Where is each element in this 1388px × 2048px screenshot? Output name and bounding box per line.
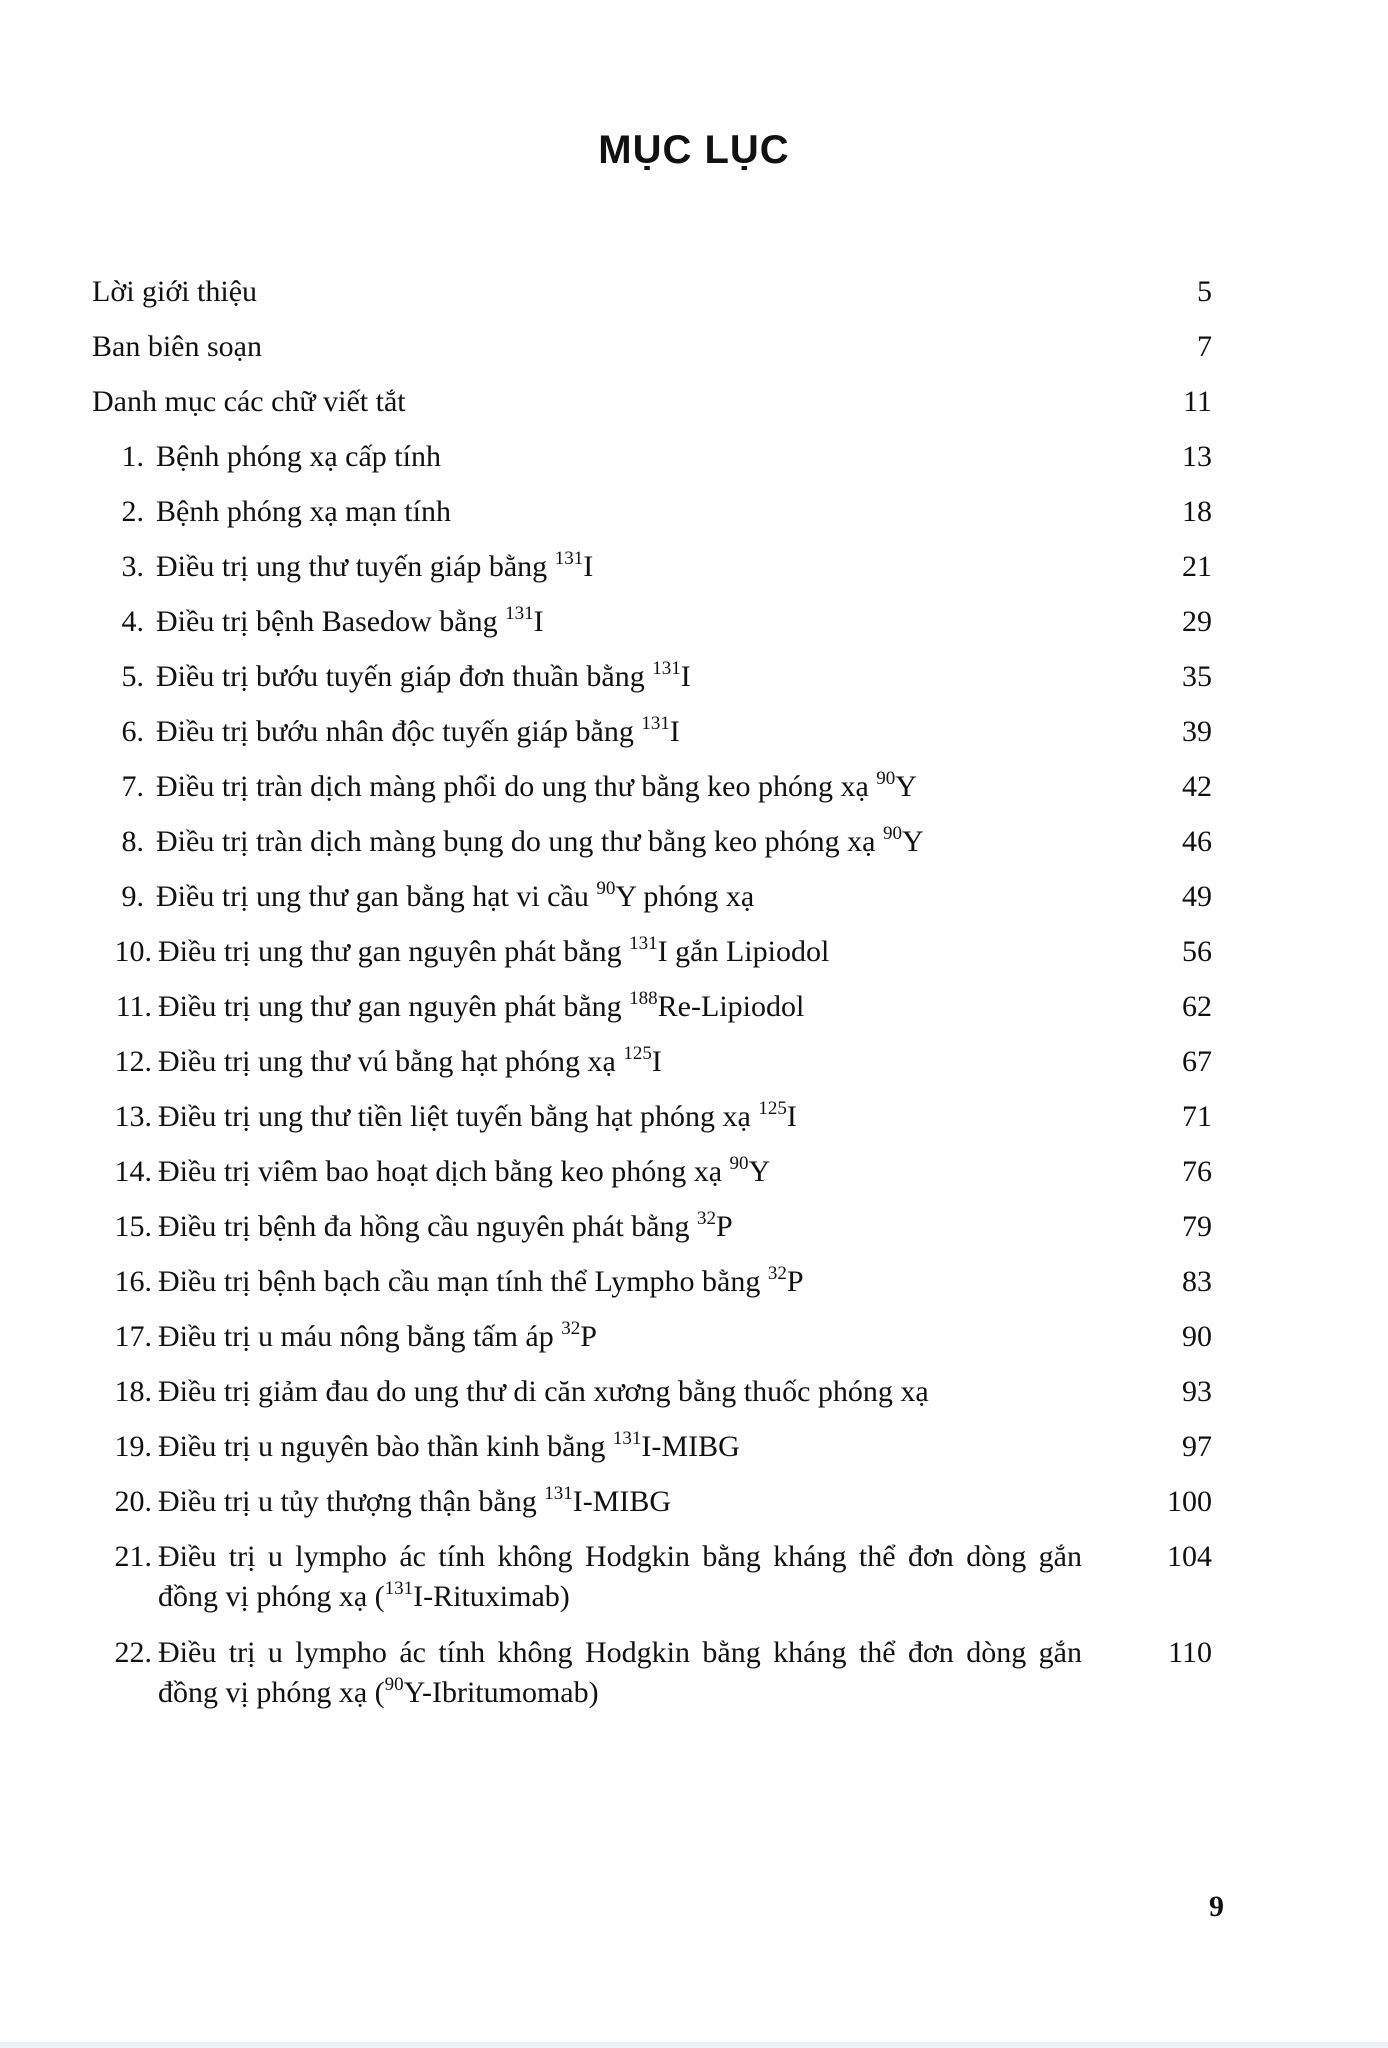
toc-entry-title	[158, 1317, 1122, 1357]
title-text: Điều trị ung thư gan nguyên phát bằng	[158, 935, 630, 968]
toc-entry-number: 4.	[121, 605, 144, 638]
toc-entry	[92, 987, 1212, 1042]
title-text: Điều trị bệnh bạch cầu mạn tính thể Lympho bằng	[158, 1265, 768, 1298]
toc-entry-page: 46	[1182, 825, 1212, 858]
toc-entry	[92, 1427, 1212, 1482]
title-suffix: I	[583, 550, 594, 583]
toc-entry-number: 7.	[121, 770, 144, 803]
title-suffix: Y phóng xạ	[615, 880, 755, 913]
isotope-mass-number: 188	[629, 988, 658, 1009]
toc-entry	[92, 657, 1212, 712]
title-suffix: P	[786, 1265, 804, 1298]
toc-entry-page: 90	[1182, 1320, 1212, 1353]
title-text: Điều trị u lympho ác tính không Hodgkin bằng kháng thể đơn dòng gắn đồng vị phóng xạ (	[158, 1636, 1082, 1709]
toc-entry-number: 22.	[114, 1636, 152, 1669]
toc-entry-title	[156, 437, 1122, 477]
toc-entry-page: 110	[1168, 1636, 1212, 1669]
toc-entry-title	[158, 1537, 1122, 1617]
isotope-mass-number: 131	[384, 1578, 414, 1599]
toc-entry-title	[158, 1633, 1122, 1713]
toc-entry-title	[158, 1372, 1122, 1412]
toc-entry-page: 42	[1182, 770, 1212, 803]
toc-entry-title	[156, 822, 1122, 862]
isotope-mass-number: 131	[544, 1483, 573, 1504]
title-suffix: I-MIBG	[641, 1430, 740, 1463]
toc-entry-title	[156, 657, 1122, 697]
toc-entry-title	[156, 877, 1122, 917]
title-text: Điều trị viêm bao hoạt dịch bằng keo phóng xạ	[158, 1155, 730, 1188]
toc-entry-title	[158, 1262, 1122, 1302]
toc-entry	[92, 492, 1212, 547]
toc-entry-title	[156, 712, 1122, 752]
toc-entry-page: 18	[1182, 495, 1212, 528]
toc-entry	[92, 1317, 1212, 1372]
isotope-mass-number: 32	[561, 1318, 581, 1339]
toc-entry	[92, 1042, 1212, 1097]
toc-entry-page: 97	[1182, 1430, 1212, 1463]
toc-entry-page: 11	[1183, 385, 1212, 418]
isotope-mass-number: 125	[758, 1098, 787, 1119]
toc-entry-page: 100	[1167, 1485, 1212, 1518]
toc-entry-number: 5.	[121, 660, 144, 693]
isotope-mass-number: 125	[623, 1043, 652, 1064]
toc-entry-number: 12.	[114, 1045, 152, 1078]
toc-entry	[92, 382, 1212, 437]
toc-entry-number: 14.	[114, 1155, 152, 1188]
toc-entry	[92, 1152, 1212, 1207]
title-suffix: I	[651, 1045, 662, 1078]
toc-entry-number: 6.	[121, 715, 144, 748]
isotope-mass-number: 32	[767, 1263, 787, 1284]
toc-entry-number: 13.	[114, 1100, 152, 1133]
toc-entry-title	[156, 492, 1122, 532]
toc-entry-number: 1.	[121, 440, 144, 473]
title-text: Điều trị ung thư tiền liệt tuyến bằng hạt phóng xạ	[158, 1100, 759, 1133]
toc-entry	[92, 272, 1212, 327]
title-suffix: I	[680, 660, 691, 693]
title-suffix: Y	[901, 825, 924, 858]
toc-entry	[92, 1537, 1212, 1633]
title-text: Điều trị ung thư tuyến giáp bằng	[156, 550, 555, 583]
toc-entry	[92, 1207, 1212, 1262]
title-text: Điều trị u tủy thượng thận bằng	[158, 1485, 545, 1518]
title-text: Điều trị tràn dịch màng phổi do ung thư bằng keo phóng xạ	[156, 770, 877, 803]
title-text: Điều trị ung thư gan nguyên phát bằng	[158, 990, 630, 1023]
title-text: Điều trị u lympho ác tính không Hodgkin bằng kháng thể đơn dòng gắn đồng vị phóng xạ (	[158, 1540, 1082, 1613]
toc-entry-page: 83	[1182, 1265, 1212, 1298]
toc-entry-number: 11.	[115, 990, 152, 1023]
title-text: Điều trị giảm đau do ung thư di căn xương bằng thuốc phóng xạ	[158, 1375, 929, 1408]
isotope-mass-number: 90	[384, 1674, 404, 1695]
toc-entry-page: 56	[1182, 935, 1212, 968]
toc-entry	[92, 327, 1212, 382]
toc-entry	[92, 712, 1212, 767]
isotope-mass-number: 131	[629, 933, 658, 954]
title-suffix: I gắn Lipiodol	[657, 935, 830, 968]
title-suffix: Y	[748, 1155, 771, 1188]
toc-entry	[92, 1482, 1212, 1537]
title-text: Điều trị bệnh đa hồng cầu nguyên phát bằng	[158, 1210, 698, 1243]
toc-entry-title	[158, 987, 1122, 1027]
toc-entry-page: 104	[1167, 1540, 1212, 1573]
isotope-mass-number: 90	[882, 823, 902, 844]
toc-entry-number: 15.	[114, 1210, 152, 1243]
table-of-contents	[92, 272, 1212, 1729]
title-suffix: Y	[895, 770, 917, 803]
title-text: Điều trị ung thư gan bằng hạt vi cầu	[156, 880, 597, 913]
toc-entry-page: 62	[1182, 990, 1212, 1023]
toc-entry-title: Ban biên soạn	[92, 330, 262, 363]
toc-entry	[92, 1633, 1212, 1729]
toc-entry-number: 2.	[121, 495, 144, 528]
toc-entry-title	[158, 1042, 1122, 1082]
toc-entry	[92, 437, 1212, 492]
toc-entry-page: 71	[1182, 1100, 1212, 1133]
toc-entry-page: 35	[1182, 660, 1212, 693]
toc-entry	[92, 602, 1212, 657]
title-text: Điều trị ung thư vú bằng hạt phóng xạ	[158, 1045, 624, 1078]
toc-entry-number: 21.	[114, 1540, 152, 1573]
title-text: Điều trị tràn dịch màng bụng do ung thư bằng keo phóng xạ	[156, 825, 883, 858]
toc-entry-title	[156, 547, 1122, 587]
toc-entry-number: 9.	[121, 880, 144, 913]
toc-entry	[92, 1262, 1212, 1317]
scan-edge	[0, 2042, 1388, 2048]
toc-entry-number: 20.	[114, 1485, 152, 1518]
toc-entry	[92, 547, 1212, 602]
toc-entry-page: 21	[1182, 550, 1212, 583]
toc-entry-number: 16.	[114, 1265, 152, 1298]
toc-entry-title	[158, 1482, 1122, 1522]
page-title: MỤC LỤC	[598, 128, 790, 172]
title-suffix: I	[786, 1100, 797, 1133]
title-suffix: P	[716, 1210, 733, 1243]
toc-entry-number: 19.	[114, 1430, 152, 1463]
toc-entry-title: Lời giới thiệu	[92, 275, 258, 308]
toc-entry-page: 79	[1182, 1210, 1212, 1243]
toc-entry-number: 3.	[121, 550, 144, 583]
toc-entry-title: Danh mục các chữ viết tắt	[92, 385, 406, 418]
title-suffix: I-Rituximab)	[413, 1580, 570, 1613]
toc-entry-page: 13	[1182, 440, 1212, 473]
title-text: Điều trị bệnh Basedow bằng	[156, 605, 506, 638]
isotope-mass-number: 32	[697, 1208, 717, 1229]
title-text: Điều trị u máu nông bằng tấm áp	[158, 1320, 562, 1353]
toc-entry-title	[158, 1207, 1122, 1247]
isotope-mass-number: 131	[652, 658, 681, 679]
toc-entry	[92, 877, 1212, 932]
isotope-mass-number: 131	[505, 603, 534, 624]
title-text: Bệnh phóng xạ mạn tính	[156, 495, 451, 528]
toc-entry-title	[156, 602, 1122, 642]
toc-entry-page: 5	[1197, 275, 1212, 308]
title-text: Điều trị bướu nhân độc tuyến giáp bằng	[156, 715, 642, 748]
toc-entry	[92, 1372, 1212, 1427]
toc-entry-number: 18.	[114, 1375, 152, 1408]
title-suffix: P	[580, 1320, 597, 1353]
toc-entry	[92, 1097, 1212, 1152]
toc-entry-page: 93	[1182, 1375, 1212, 1408]
toc-entry-page: 39	[1182, 715, 1212, 748]
toc-entry-page: 29	[1182, 605, 1212, 638]
isotope-mass-number: 90	[596, 878, 616, 899]
toc-entry-number: 17.	[114, 1320, 152, 1353]
isotope-mass-number: 90	[729, 1153, 749, 1174]
toc-entry-title	[156, 767, 1122, 807]
isotope-mass-number: 131	[612, 1428, 642, 1449]
toc-entry	[92, 767, 1212, 822]
title-suffix: I	[533, 605, 544, 638]
page-number: 9	[1209, 1890, 1224, 1923]
title-suffix: I-MIBG	[572, 1485, 672, 1518]
chapter-list	[92, 437, 1212, 1729]
toc-entry	[92, 822, 1212, 877]
toc-entry-title	[158, 1097, 1122, 1137]
title-suffix: I	[669, 715, 680, 748]
title-suffix: Re-Lipiodol	[657, 990, 805, 1023]
isotope-mass-number: 131	[554, 548, 584, 569]
toc-entry	[92, 932, 1212, 987]
title-suffix: Y-Ibritumomab)	[403, 1676, 599, 1709]
toc-entry-page: 49	[1182, 880, 1212, 913]
title-text: Điều trị u nguyên bào thần kinh bằng	[158, 1430, 613, 1463]
toc-entry-title	[158, 1427, 1122, 1467]
toc-entry-number: 10.	[114, 935, 152, 968]
title-text: Điều trị bướu tuyến giáp đơn thuần bằng	[156, 660, 653, 693]
toc-entry-title	[158, 1152, 1122, 1192]
isotope-mass-number: 131	[641, 713, 670, 734]
toc-entry-page: 7	[1197, 330, 1212, 363]
toc-entry-page: 67	[1182, 1045, 1212, 1078]
isotope-mass-number: 90	[876, 768, 896, 789]
title-text: Bệnh phóng xạ cấp tính	[156, 440, 441, 473]
toc-entry-page: 76	[1182, 1155, 1212, 1188]
toc-entry-number: 8.	[121, 825, 144, 858]
toc-entry-title	[158, 932, 1122, 972]
